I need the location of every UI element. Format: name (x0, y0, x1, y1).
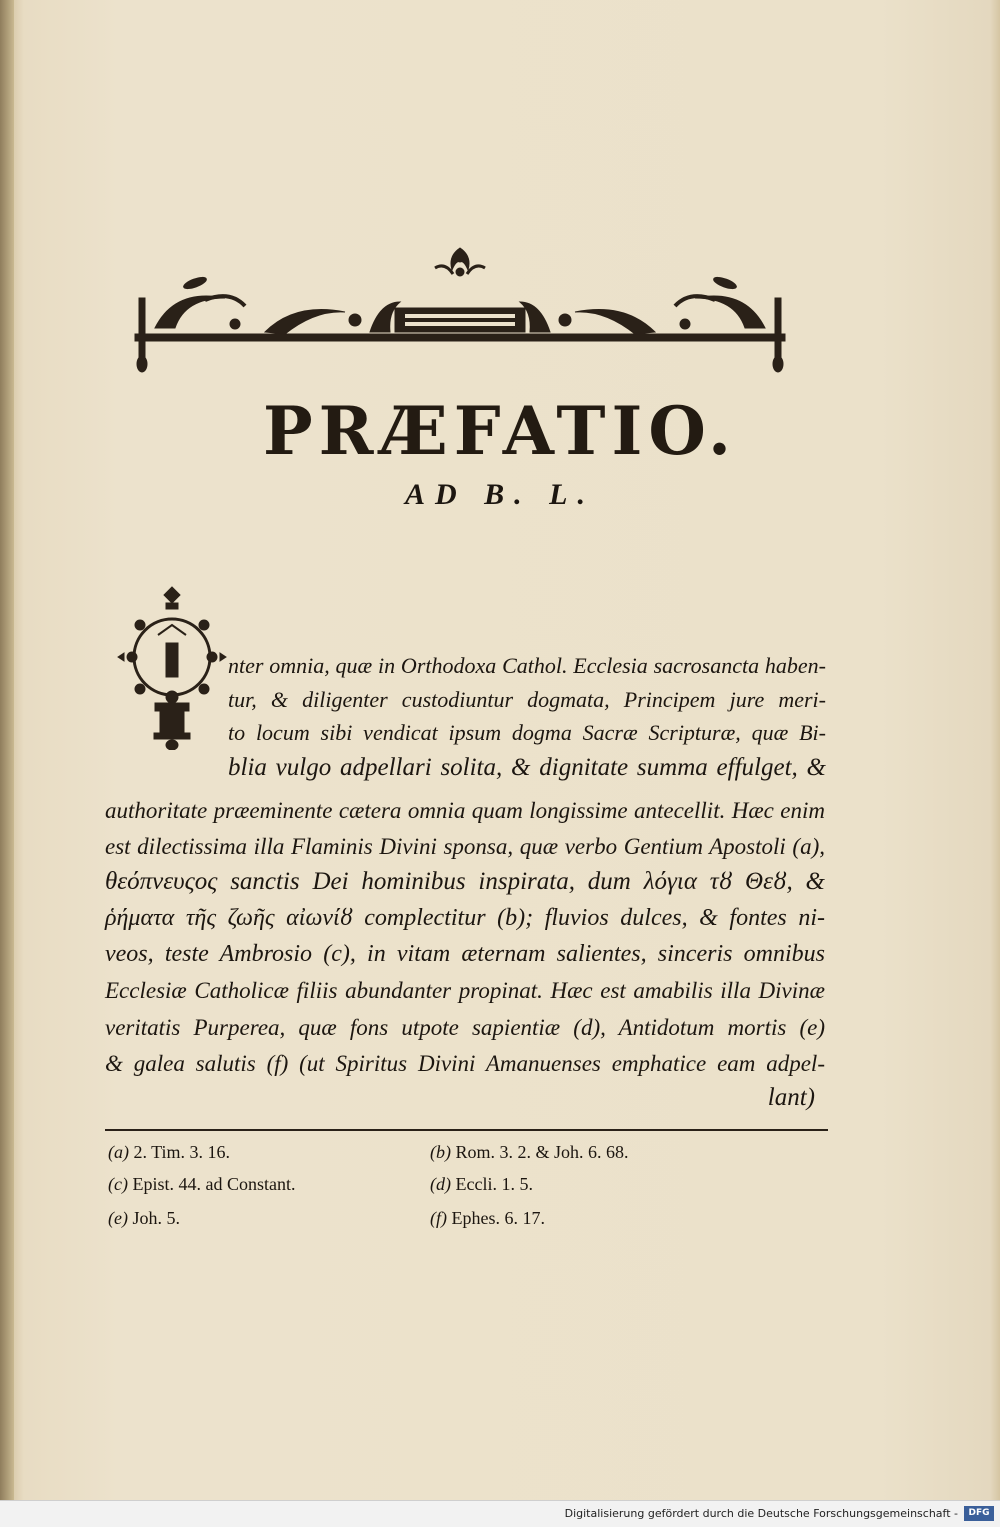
footnote-text: Rom. 3. 2. & Joh. 6. 68. (455, 1142, 629, 1162)
footnote-key: (f) (430, 1208, 447, 1228)
footnote-text: Epist. 44. ad Constant. (132, 1174, 296, 1194)
footnote-b (430, 1142, 629, 1163)
body-line-13: lant) (767, 1084, 815, 1111)
body-line-2: tur, & diligenter custodiuntur dogmata, Principem jure meri- (228, 687, 826, 712)
footnote-key: (e) (108, 1208, 128, 1228)
body-line-3: to locum sibi vendicat ipsum dogma Sacræ Scripturæ, quæ Bi- (228, 720, 826, 745)
body-line-4: blia vulgo adpellari solita, & dignitate summa effulget, & (228, 754, 826, 781)
footnote-text: Eccli. 1. 5. (455, 1174, 533, 1194)
footnote-f (430, 1208, 545, 1229)
footnote-key: (c) (108, 1174, 128, 1194)
body-line-7: θεόπνευςος sanctis Dei hominibus inspirata, dum λόγια τȣ Θεȣ, & (105, 868, 825, 895)
footnote-text: Ephes. 6. 17. (451, 1208, 545, 1228)
body-line-6: est dilectissima illa Flaminis Divini sponsa, quæ verbo Gentium Apostoli (a), (105, 834, 825, 859)
body-line-8: ῥήματα τῆς ζωῆς αἰωνίȣ complectitur (b); fluvios dulces, & fontes ni- (105, 905, 825, 931)
body-line-11: veritatis Purperea, quæ fons utpote sapientiæ (d), Antidotum mortis (e) (105, 1015, 825, 1040)
footnote-key: (a) (108, 1142, 129, 1162)
body-line-10: Ecclesiæ Catholicæ filiis abundanter propinat. Hæc est amabilis illa Divinæ (105, 978, 825, 1003)
footnote-text: 2. Tim. 3. 16. (133, 1142, 231, 1162)
footnote-key: (b) (430, 1142, 451, 1162)
head-ornament (115, 238, 805, 388)
footer-credit-text: Digitalisierung gefördert durch die Deutsche Forschungsgemeinschaft - (564, 1507, 958, 1520)
page-subtitle: AD B. L. (404, 478, 595, 511)
footnote-key: (d) (430, 1174, 451, 1194)
body-line-12: & galea salutis (f) (ut Spiritus Divini Amanuenses emphatice eam adpel- (105, 1051, 825, 1076)
digitization-footer (0, 1500, 1000, 1527)
body-line-5: authoritate præeminente cætera omnia quam longissime antecellit. Hæc enim (105, 798, 825, 823)
footnote-d (430, 1174, 533, 1195)
page-title: PRÆFATIO. (263, 392, 737, 470)
body-line-1: nter omnia, quæ in Orthodoxa Cathol. Ecclesia sacrosancta haben- (228, 653, 826, 678)
footnote-rule (105, 1129, 828, 1131)
footnote-e (108, 1208, 180, 1229)
footnote-a (108, 1142, 230, 1163)
page-spine-shadow (0, 0, 14, 1500)
footnote-c (108, 1174, 295, 1195)
body-line-9: veos, teste Ambrosio (c), in vitam æternam salientes, sinceris omnibus (105, 941, 825, 967)
dfg-logo-icon: DFG (964, 1506, 994, 1521)
footnote-text: Joh. 5. (132, 1208, 180, 1228)
decorated-initial-illustration (110, 585, 235, 750)
